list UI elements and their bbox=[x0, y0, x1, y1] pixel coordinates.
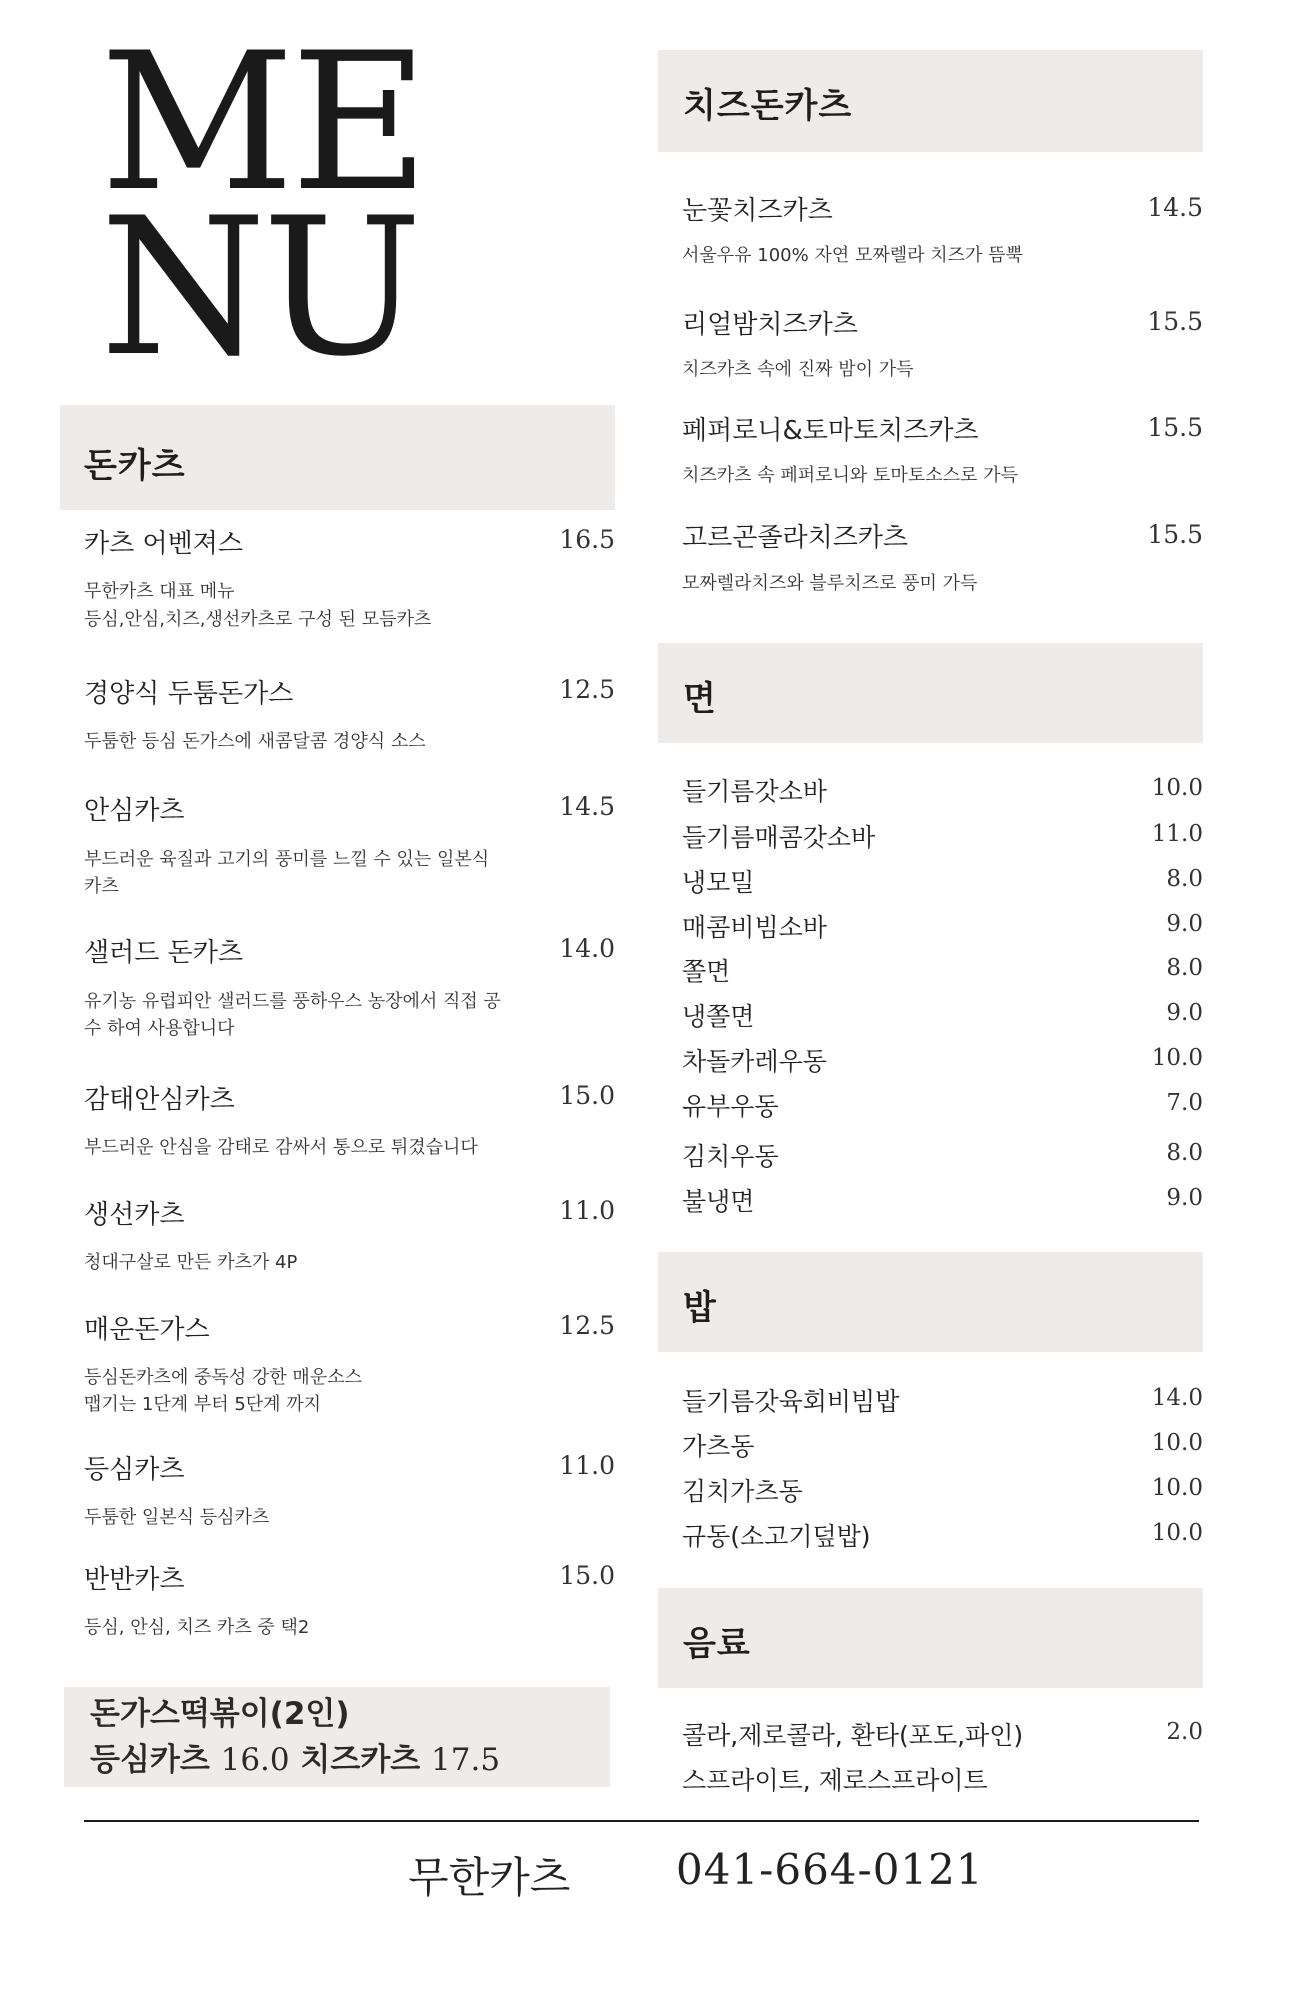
item-name: 경양식 두툼돈가스 bbox=[84, 679, 294, 709]
promo-box bbox=[64, 1687, 610, 1787]
promo-deungsim-label: 등심카츠 bbox=[90, 1742, 210, 1778]
item-price: 10.0 bbox=[1151, 1520, 1203, 1546]
item-desc: 부드러운 육질과 고기의 풍미를 느낄 수 있는 일본식 bbox=[84, 849, 490, 870]
item-name: 냉쫄면 bbox=[682, 1002, 755, 1031]
section-title: 치즈돈카츠 bbox=[683, 86, 853, 126]
item-price: 8.0 bbox=[1166, 866, 1203, 892]
item-name: 가츠동 bbox=[682, 1432, 755, 1461]
item-price: 9.0 bbox=[1166, 911, 1203, 937]
item-price: 9.0 bbox=[1166, 1000, 1203, 1026]
section-title: 면 bbox=[683, 679, 717, 719]
item-price: 14.0 bbox=[559, 934, 615, 963]
item-price: 10.0 bbox=[1151, 775, 1203, 801]
item-name: 리얼밤치즈카츠 bbox=[682, 310, 858, 340]
item-price: 14.0 bbox=[1151, 1385, 1203, 1411]
section-title: 밥 bbox=[683, 1288, 717, 1328]
section-header-noodles bbox=[658, 643, 1203, 743]
item-desc: 무한카츠 대표 메뉴 bbox=[84, 581, 235, 602]
item-price: 15.0 bbox=[559, 1081, 615, 1110]
item-name: 안심카츠 bbox=[84, 796, 185, 826]
item-desc: 두툼한 일본식 등심카츠 bbox=[84, 1507, 270, 1528]
item-name: 생선카츠 bbox=[84, 1200, 185, 1230]
item-price: 10.0 bbox=[1151, 1045, 1203, 1071]
item-name: 콜라,제로콜라, 환타(포도,파인) bbox=[682, 1721, 1024, 1750]
item-price: 12.5 bbox=[559, 1311, 615, 1340]
item-price: 8.0 bbox=[1166, 955, 1203, 981]
section-header-drinks bbox=[658, 1588, 1203, 1688]
item-name: 반반카츠 bbox=[84, 1565, 185, 1595]
promo-prices bbox=[90, 1737, 500, 1783]
item-name: 페퍼로니&토마토치즈카츠 bbox=[682, 416, 979, 446]
item-name: 샐러드 돈카츠 bbox=[84, 938, 243, 968]
item-name: 규동(소고기덮밥) bbox=[682, 1522, 871, 1551]
item-price: 15.5 bbox=[1147, 307, 1203, 336]
footer-divider bbox=[84, 1820, 1199, 1822]
item-price: 10.0 bbox=[1151, 1430, 1203, 1456]
item-name: 감태안심카츠 bbox=[84, 1085, 235, 1115]
item-desc: 맵기는 1단계 부터 5단계 까지 bbox=[84, 1394, 322, 1415]
item-name: 김치가츠동 bbox=[682, 1477, 803, 1506]
item-price: 9.0 bbox=[1166, 1185, 1203, 1211]
item-name: 등심카츠 bbox=[84, 1455, 185, 1485]
item-desc: 청대구살로 만든 카츠가 4P bbox=[84, 1252, 298, 1273]
promo-cheese-label: 치즈카츠 bbox=[300, 1742, 421, 1778]
item-name: 카츠 어벤져스 bbox=[84, 529, 243, 559]
promo-title: 돈가스떡볶이(2인) bbox=[90, 1696, 350, 1732]
item-desc: 부드러운 안심을 감태로 감싸서 통으로 튀겼습니다 bbox=[84, 1137, 478, 1158]
item-price: 7.0 bbox=[1166, 1090, 1203, 1116]
section-header-donkatsu bbox=[60, 405, 615, 510]
item-desc: 등심, 안심, 치즈 카츠 중 택2 bbox=[84, 1617, 310, 1638]
item-name: 스프라이트, 제로스프라이트 bbox=[682, 1766, 988, 1795]
item-price: 16.5 bbox=[559, 525, 615, 554]
section-header-rice bbox=[658, 1252, 1203, 1352]
footer-restaurant-name: 무한카츠 bbox=[408, 1853, 571, 1902]
item-price: 10.0 bbox=[1151, 1475, 1203, 1501]
item-name: 불냉면 bbox=[682, 1187, 755, 1216]
item-desc: 치즈카츠 속 페퍼로니와 토마토소스로 가득 bbox=[682, 465, 1018, 486]
item-price: 11.0 bbox=[1151, 821, 1203, 847]
footer-phone: 041-664-0121 bbox=[676, 1845, 984, 1894]
item-desc: 모짜렐라치즈와 블루치즈로 풍미 가득 bbox=[682, 573, 978, 594]
item-price: 14.5 bbox=[1147, 193, 1203, 222]
item-price: 8.0 bbox=[1166, 1140, 1203, 1166]
item-desc: 등심,안심,치즈,생선카츠로 구성 된 모듬카츠 bbox=[84, 609, 432, 630]
item-price: 11.0 bbox=[559, 1196, 615, 1225]
item-name: 눈꽃치즈카츠 bbox=[682, 196, 833, 226]
item-price: 12.5 bbox=[559, 675, 615, 704]
item-name: 냉모밀 bbox=[682, 868, 755, 897]
item-desc: 두툼한 등심 돈가스에 새콤달콤 경양식 소스 bbox=[84, 731, 426, 752]
item-name: 들기름매콤갓소바 bbox=[682, 823, 876, 852]
item-price: 15.5 bbox=[1147, 520, 1203, 549]
item-desc: 등심돈카츠에 중독성 강한 매운소스 bbox=[84, 1367, 362, 1388]
item-desc: 유기농 유럽피안 샐러드를 풍하우스 농장에서 직접 공 bbox=[84, 991, 501, 1012]
promo-cheese-price: 17.5 bbox=[431, 1742, 501, 1778]
section-title: 음료 bbox=[683, 1624, 751, 1664]
item-name: 차돌카레우동 bbox=[682, 1047, 827, 1076]
promo-deungsim-price: 16.0 bbox=[220, 1742, 290, 1778]
item-price: 15.0 bbox=[559, 1561, 615, 1590]
item-name: 매콤비빔소바 bbox=[682, 913, 827, 942]
item-price: 15.5 bbox=[1147, 413, 1203, 442]
item-name: 김치우동 bbox=[682, 1142, 779, 1171]
item-name: 매운돈가스 bbox=[84, 1315, 210, 1345]
item-price: 14.5 bbox=[559, 792, 615, 821]
item-price: 2.0 bbox=[1166, 1719, 1203, 1745]
item-name: 유부우동 bbox=[682, 1092, 779, 1121]
item-name: 고르곤졸라치즈카츠 bbox=[682, 523, 909, 553]
item-desc: 카츠 bbox=[84, 876, 119, 897]
section-title: 돈카츠 bbox=[84, 446, 186, 486]
item-desc: 치즈카츠 속에 진짜 밤이 가득 bbox=[682, 359, 914, 380]
item-name: 쫄면 bbox=[682, 957, 731, 986]
item-desc: 서울우유 100% 자연 모짜렐라 치즈가 뜸뿍 bbox=[682, 245, 1023, 266]
item-desc: 수 하여 사용합니다 bbox=[84, 1018, 235, 1039]
item-name: 들기름갓육회비빔밥 bbox=[682, 1387, 900, 1416]
item-name: 들기름갓소바 bbox=[682, 777, 827, 806]
item-price: 11.0 bbox=[559, 1451, 615, 1480]
logo-line-1: ME bbox=[100, 12, 426, 233]
section-header-cheese bbox=[658, 50, 1203, 152]
menu-logo bbox=[100, 12, 460, 398]
logo-line-2: NU bbox=[100, 177, 419, 398]
